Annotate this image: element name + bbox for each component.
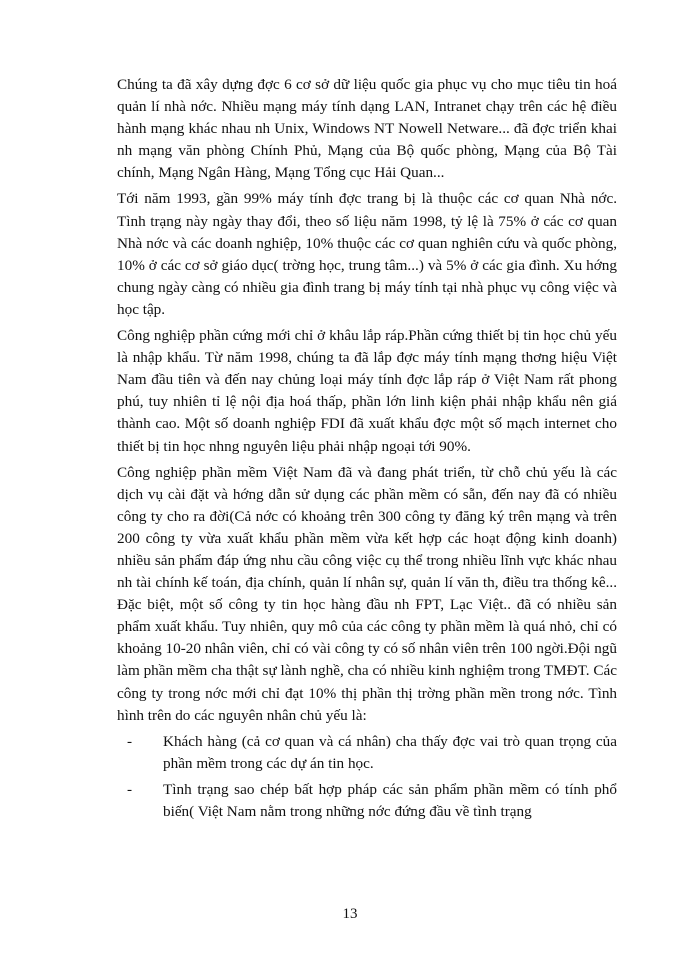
list-item-text: Khách hàng (cả cơ quan và cá nhân) cha thấy đợc vai trò quan trọng của phần mềm trong các dự án tin học.: [163, 732, 617, 772]
list-item: [117, 731, 617, 775]
page-number: 13: [342, 906, 358, 922]
dash-bullet: -: [127, 732, 133, 750]
list-item-text: Tình trạng sao chép bất hợp pháp các sản phẩm phần mềm có tính phổ biến( Việt Nam nằm trong những nớc đứng đầu về tình trạng: [163, 780, 617, 820]
paragraph-software-industry: Công nghiệp phần mềm Việt Nam đã và đang phát triển, từ chỗ chủ yếu là các dịch vụ cài đặt và hớng dẫn sử dụng các phần mềm có sẵn, đến nay đã có nhiều công ty cho ra đời(Cả nớc có khoảng trên 300 công ty đăng ký trên mạng và trên 200 công ty vừa xuất khẩu phần mềm vừa kết hợp các hoạt động kinh doanh) nhiều sản phẩm đáp ứng nhu cầu công việc cụ thể trong nhiều lĩnh vực khác nhau nh tài chính kế toán, địa chính, quản lí nhân sự, quản lí văn th, điều tra thống kê... Đặc biệt, một số công ty tin học hàng đầu nh FPT, Lạc Việt.. đã có nhiều sản phẩm xuất khẩu. Tuy nhiên, quy mô của các công ty phần mềm là quá nhỏ, chỉ có khoảng 10-20 nhân viên, chỉ có vài công ty có số nhân viên trên 100 ngời.Đội ngũ làm phần mềm cha thật sự lành nghề, cha có nhiều kinh nghiệm trong TMĐT. Các công ty trong nớc mới chỉ đạt 10% thị phần thị trờng phần mền trong nớc. Tình hình trên do các nguyên nhân chủ yếu là:: [117, 463, 617, 724]
dash-bullet: -: [127, 780, 133, 798]
paragraph-hardware-industry: Công nghiệp phần cứng mới chỉ ở khâu lắp ráp.Phần cứng thiết bị tin học chủ yếu là nhập khẩu. Từ năm 1998, chúng ta đã lắp đợc máy tính mạng thơng hiệu Việt Nam đầu tiên và đến nay chủng loại máy tính đợc lắp ráp ở Việt Nam rất phong phú, tuy nhiên tỉ lệ nội địa hoá thấp, phần lớn linh kiện phải nhập khẩu nên giá thành cao. Một số doanh nghiệp FDI đã xuất khẩu đợc một số mạch internet cho thiết bị tin học nhng nguyên liệu phải nhập ngoại tới 90%.: [117, 327, 617, 455]
body-text: [117, 74, 617, 827]
paragraph-computer-ownership: Tới năm 1993, gần 99% máy tính đợc trang bị là thuộc các cơ quan Nhà nớc. Tình trạng này ngày thay đổi, theo số liệu năm 1998, tỷ lệ là 75% ở các cơ quan Nhà nớc và các doanh nghiệp, 10% thuộc các cơ quan nghiên cứu và quốc phòng, 10% ở các cơ sở giáo dục( trờng học, trung tâm...) và 5% ở các gia đình. Xu hớng chung ngày càng có nhiều gia đình trang bị máy tính tại nhà phục vụ công việc và học tập.: [117, 190, 617, 318]
paragraph-databases: Chúng ta đã xây dựng đợc 6 cơ sở dữ liệu quốc gia phục vụ cho mục tiêu tin hoá quản lí nhà nớc. Nhiều mạng máy tính dạng LAN, Intranet chạy trên các hệ điều hành mạng khác nhau nh Unix, Windows NT Nowell Netware... đã đợc triển khai nh mạng văn phòng Chính Phủ, Mạng của Bộ quốc phòng, Mạng của Bộ Tài chính, Mạng Ngân Hàng, Mạng Tổng cục Hải Quan...: [117, 76, 617, 182]
reasons-list: [117, 731, 617, 823]
list-item: [117, 779, 617, 823]
